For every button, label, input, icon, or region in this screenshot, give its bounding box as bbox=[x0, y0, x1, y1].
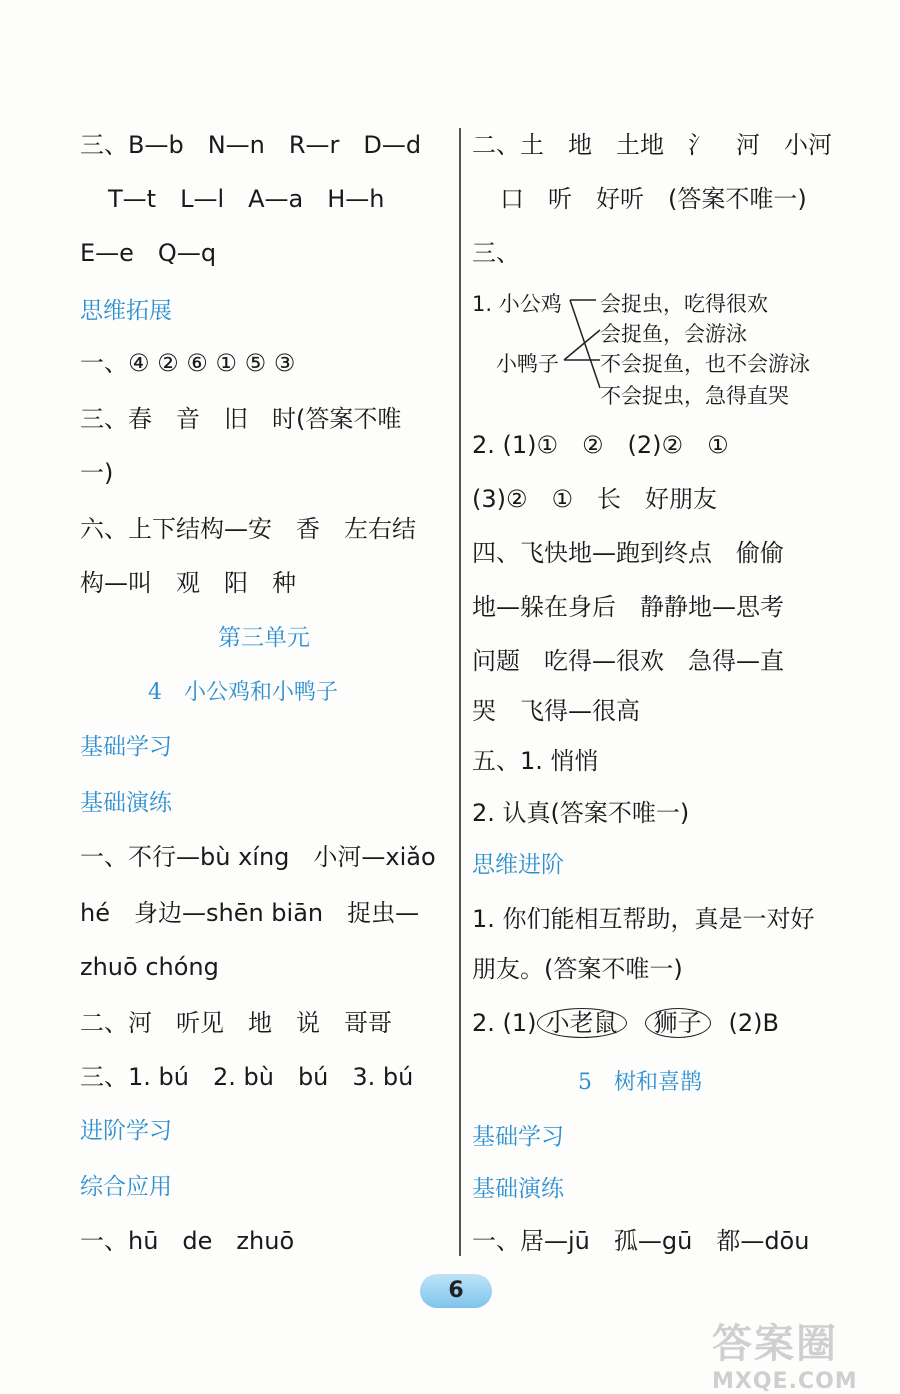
answer-line: 一、居—jū 孤—gū 都—dōu bbox=[472, 1227, 810, 1255]
section-heading: 基础学习 bbox=[472, 1124, 564, 1150]
lesson-title: 5 树和喜鹊 bbox=[578, 1070, 702, 1095]
match-right-item: 会捉鱼，会游泳 bbox=[600, 322, 747, 346]
section-heading: 思维拓展 bbox=[80, 298, 172, 324]
answer-line: 哭 飞得—很高 bbox=[472, 697, 640, 725]
answer-line: T—t L—l A—a H—h bbox=[108, 185, 385, 213]
circled-answer: 狮子 bbox=[645, 1008, 711, 1038]
section-heading: 基础学习 bbox=[80, 734, 172, 760]
answer-line: 一、不行—bù xíng 小河—xiǎo bbox=[80, 843, 436, 871]
match-left-item: 小鸭子 bbox=[496, 352, 559, 376]
match-right-item: 不会捉鱼，也不会游泳 bbox=[600, 352, 810, 376]
answer-suffix: (2)B bbox=[728, 1009, 779, 1037]
section-heading: 基础演练 bbox=[80, 790, 172, 816]
match-left-item: 1. 小公鸡 bbox=[472, 292, 562, 316]
answer-prefix: 2. (1) bbox=[472, 1009, 537, 1037]
section-heading: 基础演练 bbox=[472, 1176, 564, 1202]
answer-line: 2. 认真(答案不唯一) bbox=[472, 799, 690, 827]
answer-line: 三、春 音 旧 时(答案不唯 bbox=[80, 405, 402, 433]
answer-line: 构—叫 观 阳 种 bbox=[80, 569, 296, 597]
unit-title: 第三单元 bbox=[218, 625, 310, 651]
answer-line: zhuō chóng bbox=[80, 953, 219, 981]
watermark-logo: 答案圈 bbox=[712, 1321, 838, 1367]
match-right-item: 不会捉虫，急得直哭 bbox=[600, 384, 789, 408]
matching-diagram bbox=[472, 288, 844, 418]
answer-line: 一、hū de zhuō bbox=[80, 1227, 295, 1255]
answer-line: E—e Q—q bbox=[80, 239, 217, 267]
answer-line: 1. 你们能相互帮助，真是一对好 bbox=[472, 905, 815, 933]
answer-line: 三、1. bú 2. bù bú 3. bú bbox=[80, 1063, 414, 1091]
answer-line: (3)② ① 长 好朋友 bbox=[472, 485, 718, 513]
answer-line: hé 身边—shēn biān 捉虫— bbox=[80, 899, 420, 927]
answer-line: 三、B—b N—n R—r D—d bbox=[80, 131, 422, 159]
circled-answer: 小老鼠 bbox=[537, 1008, 627, 1038]
answer-line: 问题 吃得—很欢 急得—直 bbox=[472, 647, 784, 675]
answer-line: 一、④ ② ⑥ ① ⑤ ③ bbox=[80, 349, 296, 377]
match-line bbox=[570, 300, 600, 388]
section-heading: 思维进阶 bbox=[472, 852, 564, 878]
answer-line: 朋友。(答案不唯一) bbox=[472, 955, 683, 983]
watermark bbox=[712, 1312, 892, 1394]
match-right-item: 会捉虫，吃得很欢 bbox=[600, 292, 768, 316]
answer-line: 口 听 好听 (答案不唯一) bbox=[500, 185, 807, 213]
column-divider bbox=[459, 128, 461, 1256]
answer-line: 地—躲在身后 静静地—思考 bbox=[472, 593, 784, 621]
answer-line-circled bbox=[472, 1008, 779, 1038]
page-number: 6 bbox=[420, 1274, 492, 1308]
answer-line: 二、土 地 土地 氵 河 小河 bbox=[472, 131, 832, 159]
answer-line: 四、飞快地—跑到终点 偷偷 bbox=[472, 539, 784, 567]
section-heading: 进阶学习 bbox=[80, 1118, 172, 1144]
answer-line: 2. (1)① ② (2)② ① bbox=[472, 431, 729, 459]
watermark-url: MXQE.COM bbox=[712, 1369, 858, 1394]
answer-line: 五、1. 悄悄 bbox=[472, 747, 599, 775]
answer-line: 三、 bbox=[472, 239, 520, 267]
answer-line: 一) bbox=[80, 459, 114, 487]
answer-line: 二、河 听见 地 说 哥哥 bbox=[80, 1009, 392, 1037]
lesson-title: 4 小公鸡和小鸭子 bbox=[148, 680, 338, 705]
answer-line: 六、上下结构—安 香 左右结 bbox=[80, 515, 416, 543]
section-heading: 综合应用 bbox=[80, 1174, 172, 1200]
